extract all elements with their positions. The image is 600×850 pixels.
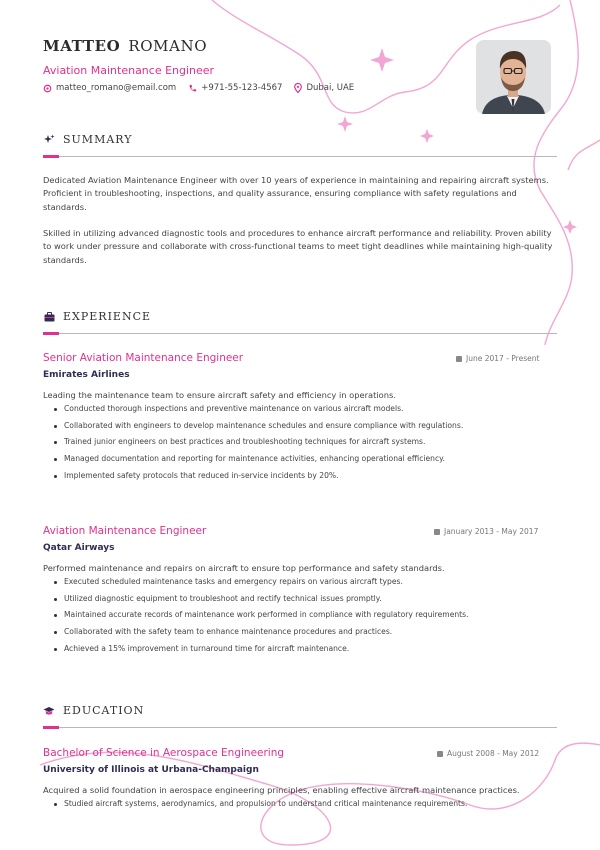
phone-contact[interactable] [188,83,282,93]
list-item: Managed documentation and reporting for maintenance activities, enhancing operational efficiency. [54,454,463,471]
list-item: Implemented safety protocols that reduced in-service incidents by 20%. [54,471,463,488]
location-contact [294,83,354,93]
job-dates-text: January 2013 - May 2017 [444,527,539,536]
location-pin-icon [294,83,302,93]
calendar-icon [434,529,440,535]
phone-icon [188,84,197,93]
experience-divider [43,333,557,334]
list-item: Collaborated with the safety team to enhance maintenance procedures and practices. [54,627,469,644]
job-role: Aviation Maintenance Engineer [43,64,215,77]
briefcase-icon [43,311,55,323]
graduation-cap-icon [43,705,55,717]
sparkle-icon [43,134,55,146]
calendar-icon [437,751,443,757]
list-item: Trained junior engineers on best practices and troubleshooting techniques for aircraft systems. [54,437,463,454]
education-accent-bar [43,726,59,729]
job-bullet-list [54,404,463,487]
summary-divider [43,156,557,157]
list-item: Executed scheduled maintenance tasks and emergency repairs on various aircraft types. [54,577,469,594]
list-item: Achieved a 15% improvement in turnaround time for aircraft maintenance. [54,644,469,661]
education-bullet-list [54,799,467,816]
summary-paragraph-2: Skilled in utilizing advanced diagnostic tools and procedures to enhance aircraft performance and reliability. Proven ability to work under pressure and collaborate with cross-functional teams to meet tight deadlines while maintaining high-quality standards. [43,228,553,265]
job-company: Qatar Airways [43,543,115,553]
summary-heading [43,133,132,146]
education-title: EDUCATION [63,704,145,717]
summary-title: SUMMARY [63,133,133,146]
job-dates [456,354,539,363]
education-description: Acquired a solid foundation in aerospace engineering principles, enabling effective aircraft maintenance practices. [43,785,520,795]
summary-paragraph-1: Dedicated Aviation Maintenance Engineer with over 10 years of experience in maintaining and repairing aircraft systems. Proficient in troubleshooting, inspections, and quality assurance, ensuring compliance with safety regulations and standards. [43,175,549,212]
summary-accent-bar [43,155,59,158]
email-text: matteo_romano@email.com [56,83,177,93]
contact-row [43,83,366,93]
job-company: Emirates Airlines [43,370,130,380]
job-title: Senior Aviation Maintenance Engineer [43,352,244,364]
calendar-icon [456,356,462,362]
education-divider [43,727,557,728]
school-name: University of Illinois at Urbana-Champaign [43,765,259,775]
candidate-name [43,37,207,55]
experience-accent-bar [43,332,59,335]
experience-title: EXPERIENCE [63,310,152,323]
job-dates [434,527,538,536]
list-item: Utilized diagnostic equipment to troubleshoot and rectify technical issues promptly. [54,594,469,611]
list-item: Collaborated with engineers to develop maintenance schedules and ensure compliance with regulations. [54,421,463,438]
profile-photo [476,40,551,114]
location-text: Dubai, UAE [306,83,355,93]
job-title: Aviation Maintenance Engineer [43,525,207,537]
list-item: Maintained accurate records of maintenance work performed in compliance with regulatory requirements. [54,610,469,627]
at-icon [43,84,52,93]
degree-title: Bachelor of Science in Aerospace Engineering [43,747,285,759]
job-description: Performed maintenance and repairs on aircraft to ensure top performance and safety standards. [43,563,445,573]
last-name: ROMANO [128,37,208,55]
list-item: Studied aircraft systems, aerodynamics, and propulsion to understand critical maintenance requirements. [54,799,467,816]
email-contact[interactable] [43,83,176,93]
first-name: MATTEO [43,37,121,55]
phone-text: +971-55-123-4567 [201,83,283,93]
list-item: Conducted thorough inspections and preventive maintenance on various aircraft models. [54,404,463,421]
job-description: Leading the maintenance team to ensure aircraft safety and efficiency in operations. [43,390,396,400]
education-heading [43,704,144,717]
experience-heading [43,310,151,323]
job-dates-text: June 2017 - Present [466,354,540,363]
job-bullet-list [54,577,469,660]
education-dates [437,749,539,758]
education-dates-text: August 2008 - May 2012 [447,749,540,758]
